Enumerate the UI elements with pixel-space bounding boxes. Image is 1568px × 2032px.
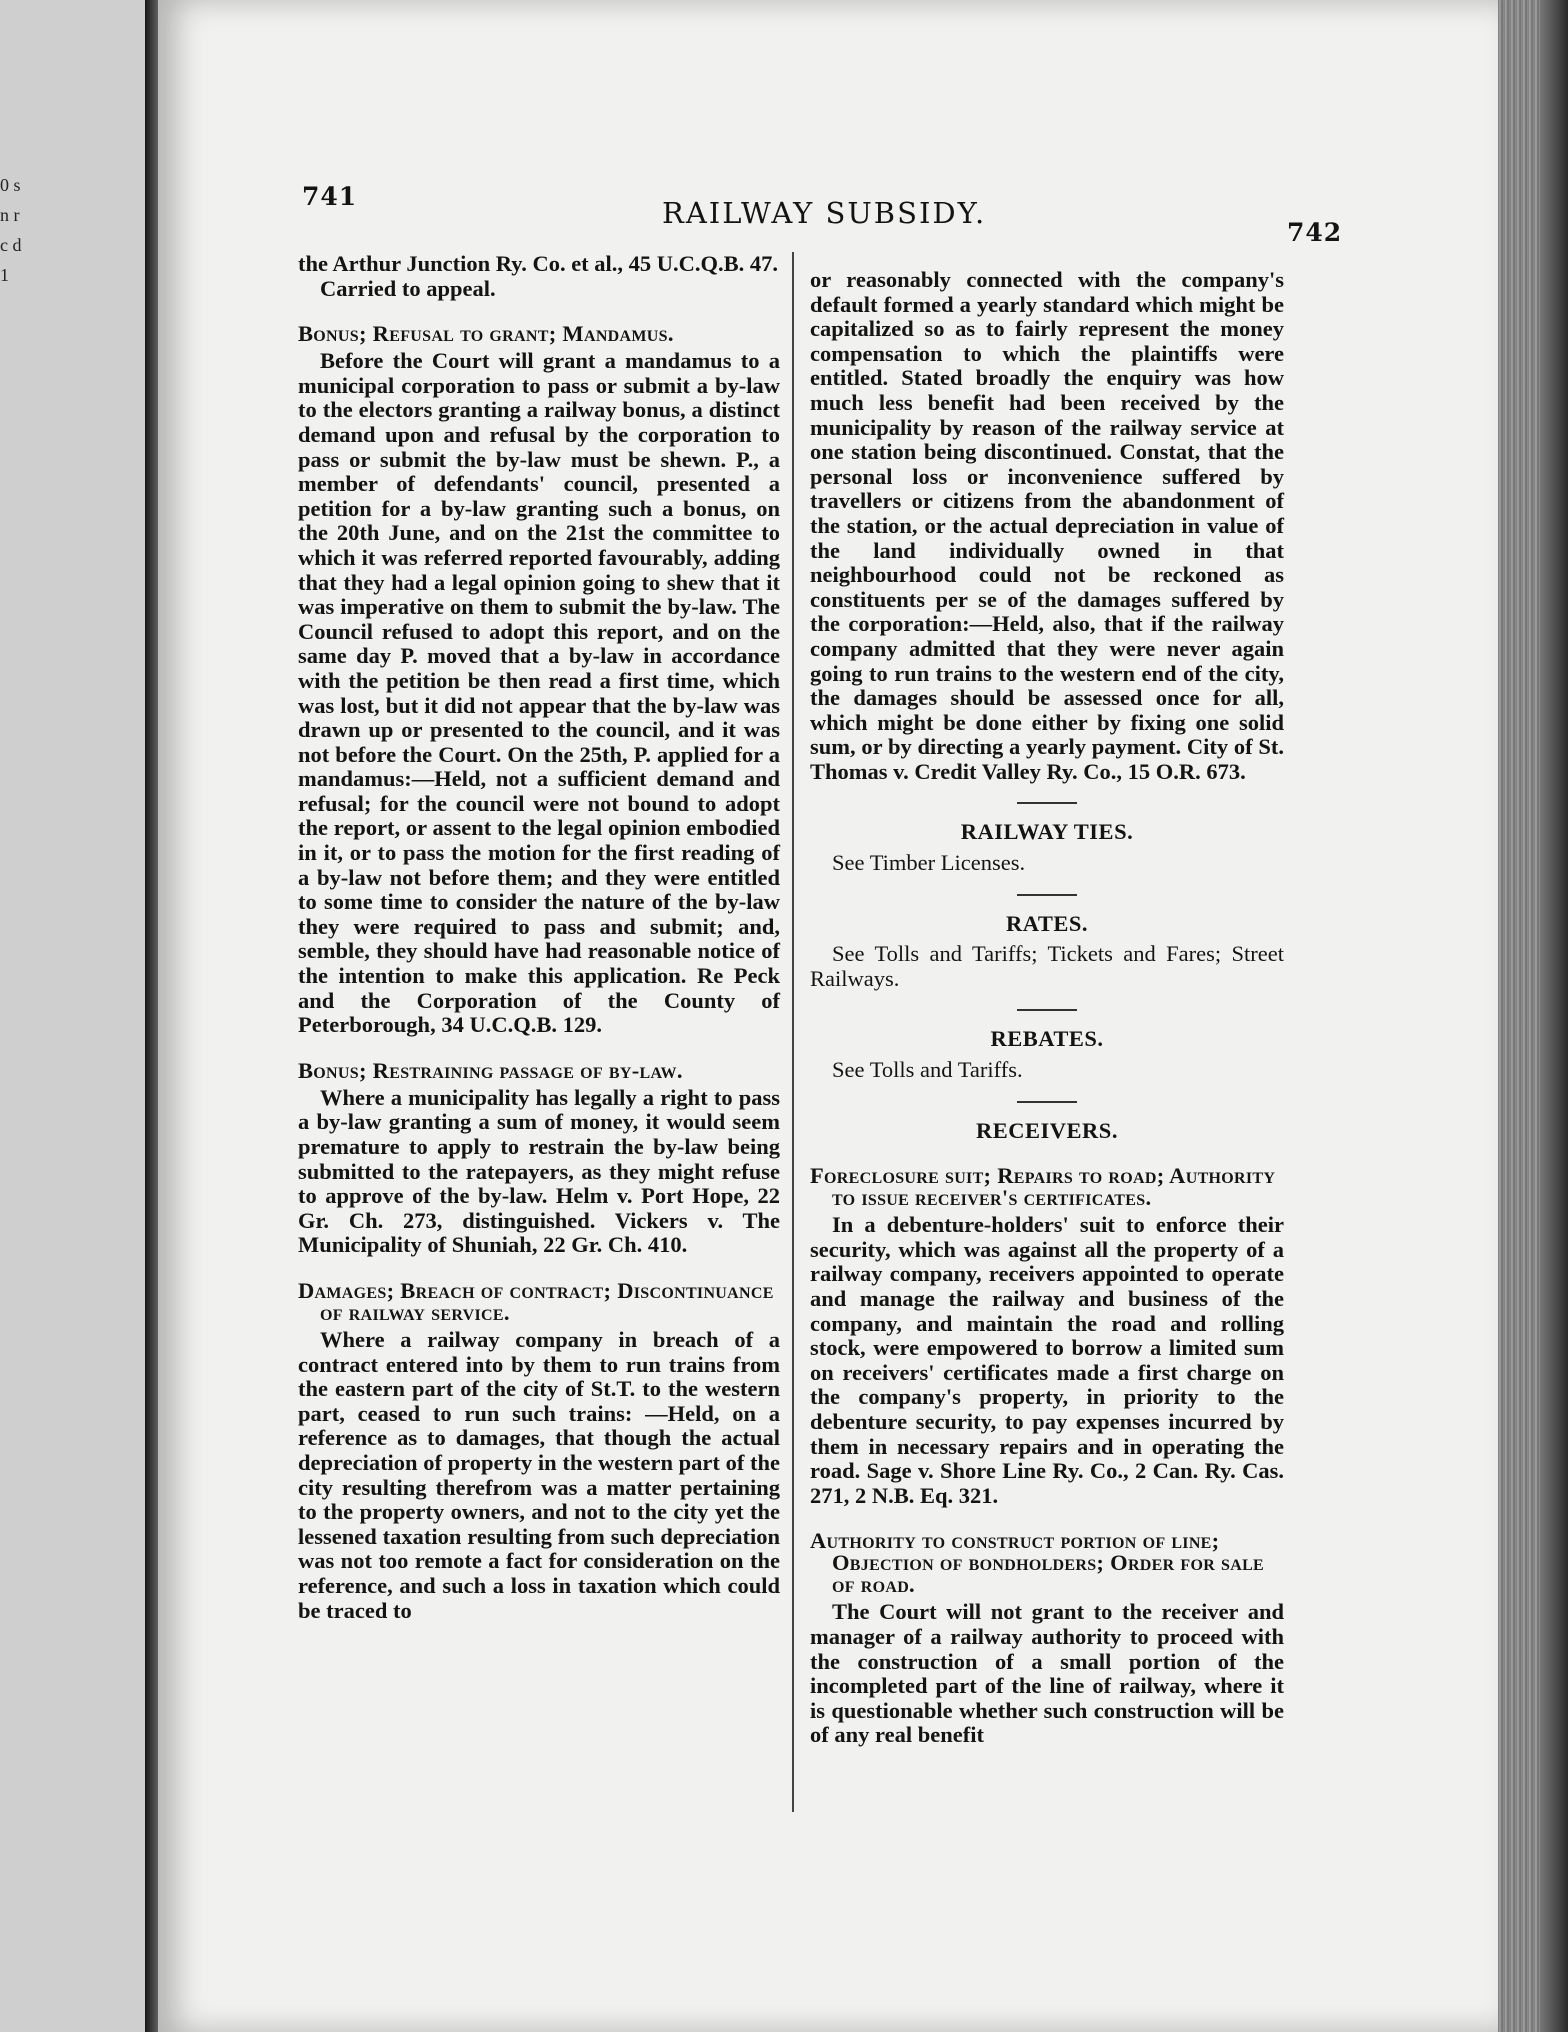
continuation-text: or reasonably connected with the company's default formed a yearly standard which might be capitalized so as to fairly represent the money compensation to which the plaintiffs were entitled. Stated broadly the enquiry was how much less benefit had been received by the municipality by reason of the railway service at one station being discontinued. Constat, that the personal loss or inconvenience suffered by travellers or citizens from the abandonment of the station, or the actual depreciation in value of the land individually owned in that neighbourhood could not be reckoned as constituents per se of the damages suffered by the corporation:—Held, also, that if the railway company admitted that they were never again going to run trains to the western end of the city, the damages should be assessed once for all, which might be done either by fixing one solid sum, or by directing a yearly payment. City of St. Thomas v. Credit Valley Ry. Co., 15 O.R. 673. [810, 267, 1284, 784]
section-body: The Court will not grant to the receiver and manager of a railway authority to proceed with the construction of a small portion of the incompleted part of the line of railway, where it is questionable whether such construction will be of any real benefit [810, 1599, 1284, 1748]
topic-title: RATES. [1006, 910, 1088, 936]
cross-reference: See Timber Licenses. [832, 850, 1026, 876]
left-page-fragments: 0 s n r c d 1 [0, 175, 22, 285]
intro-citation: the Arthur Junction Ry. Co. et al., 45 U.C.Q.B. 47. [298, 251, 779, 276]
left-page-edge [0, 0, 145, 2032]
section-heading: Foreclosure suit; Repairs to road; Authority to issue receiver's certificates. [810, 1163, 1276, 1211]
topic-rule [1017, 802, 1077, 804]
running-title: RAILWAY SUBSIDY. [662, 196, 987, 230]
column-divider [792, 252, 794, 1812]
topic-title: RECEIVERS. [976, 1117, 1118, 1143]
topic-rule [1017, 1009, 1077, 1011]
left-column [298, 252, 780, 1623]
section-heading: Bonus; Restraining passage of by-law. [298, 1057, 683, 1083]
topic-rule [1017, 1101, 1077, 1103]
section-body: Where a railway company in breach of a contract entered into by them to run trains from the eastern part of the city of St.T. to the western part, ceased to run such trains: —Held, on a reference as to damages, that though the actual depreciation of property in the western part of the city resulting therefrom was a matter pertaining to the property owners, and not to the city yet the lessened taxation resulting from such depreciation was not too remote a fact for consideration on the reference, and such a loss in taxation which could be traced to [298, 1326, 780, 1623]
section-heading: Damages; Breach of contract; Discontinuance of railway service. [298, 1277, 774, 1325]
right-column [810, 268, 1284, 1748]
section-heading: Bonus; Refusal to grant; Mandamus. [298, 321, 674, 347]
section-body: Before the Court will grant a mandamus to a municipal corporation to pass or submit a by-law to the electors granting a railway bonus, a distinct demand upon and refusal by the corporation to pass or submit the by-law must be shewn. P., a member of defendants' council, presented a petition for a by-law granting such a bonus, on the 20th June, and on the 21st the committee to which it was referred reported favourably, adding that they had a legal opinion going to shew that it was imperative on them to submit the by-law. The Council refused to adopt this report, and on the same day P. moved that a by-law in accordance with the petition be then read a first time, which was lost, but it did not appear that the by-law was drawn up or presented to the council, and it was not before the Court. On the 25th, P. applied for a mandamus:—Held, not a sufficient demand and refusal; for the council were not bound to adopt the report, or assent to the legal opinion embodied in it, or to pass the motion for the first reading of a by-law not before them; and they were entitled to some time to consider the nature of the by-law they were required to pass and submit; and, semble, they should have had reasonable notice of the intention to make this application. Re Peck and the Corporation of the County of Peterborough, 34 U.C.Q.B. 129. [298, 348, 780, 1038]
section-heading: Authority to construct portion of line; Objection of bondholders; Order for sale of road. [810, 1528, 1265, 1598]
cross-reference: See Tolls and Tariffs; Tickets and Fares; Street Railways. [810, 941, 1284, 991]
topic-title: RAILWAY TIES. [960, 819, 1134, 845]
section-body: In a debenture-holders' suit to enforce their security, which was against all the property of a railway company, receivers appointed to operate and manage the railway and business of the company, and maintain the road and rolling stock, were empowered to borrow a limited sum on receivers' certificates made a first charge on the company's property, in priority to the debenture security, to pay expenses incurred by them in necessary repairs and in operating the road. Sage v. Shore Line Ry. Co., 2 Can. Ry. Cas. 271, 2 N.B. Eq. 321. [810, 1212, 1284, 1508]
topic-rule [1017, 894, 1077, 896]
section-body: Where a municipality has legally a right to pass a by-law granting a sum of money, it would seem premature to apply to restrain the by-law being submitted to the ratepayers, as they might refuse to approve of the by-law. Helm v. Port Hope, 22 Gr. Ch. 273, distinguished. Vickers v. The Municipality of Shuniah, 22 Gr. Ch. 410. [298, 1084, 780, 1258]
page-stack-shadow [1540, 0, 1568, 2032]
page-number-left: 741 [302, 182, 358, 211]
page-number-right: 742 [1287, 218, 1343, 247]
cross-reference: See Tolls and Tariffs. [832, 1057, 1023, 1083]
topic-title: REBATES. [990, 1026, 1104, 1052]
intro-note: Carried to appeal. [320, 275, 496, 301]
